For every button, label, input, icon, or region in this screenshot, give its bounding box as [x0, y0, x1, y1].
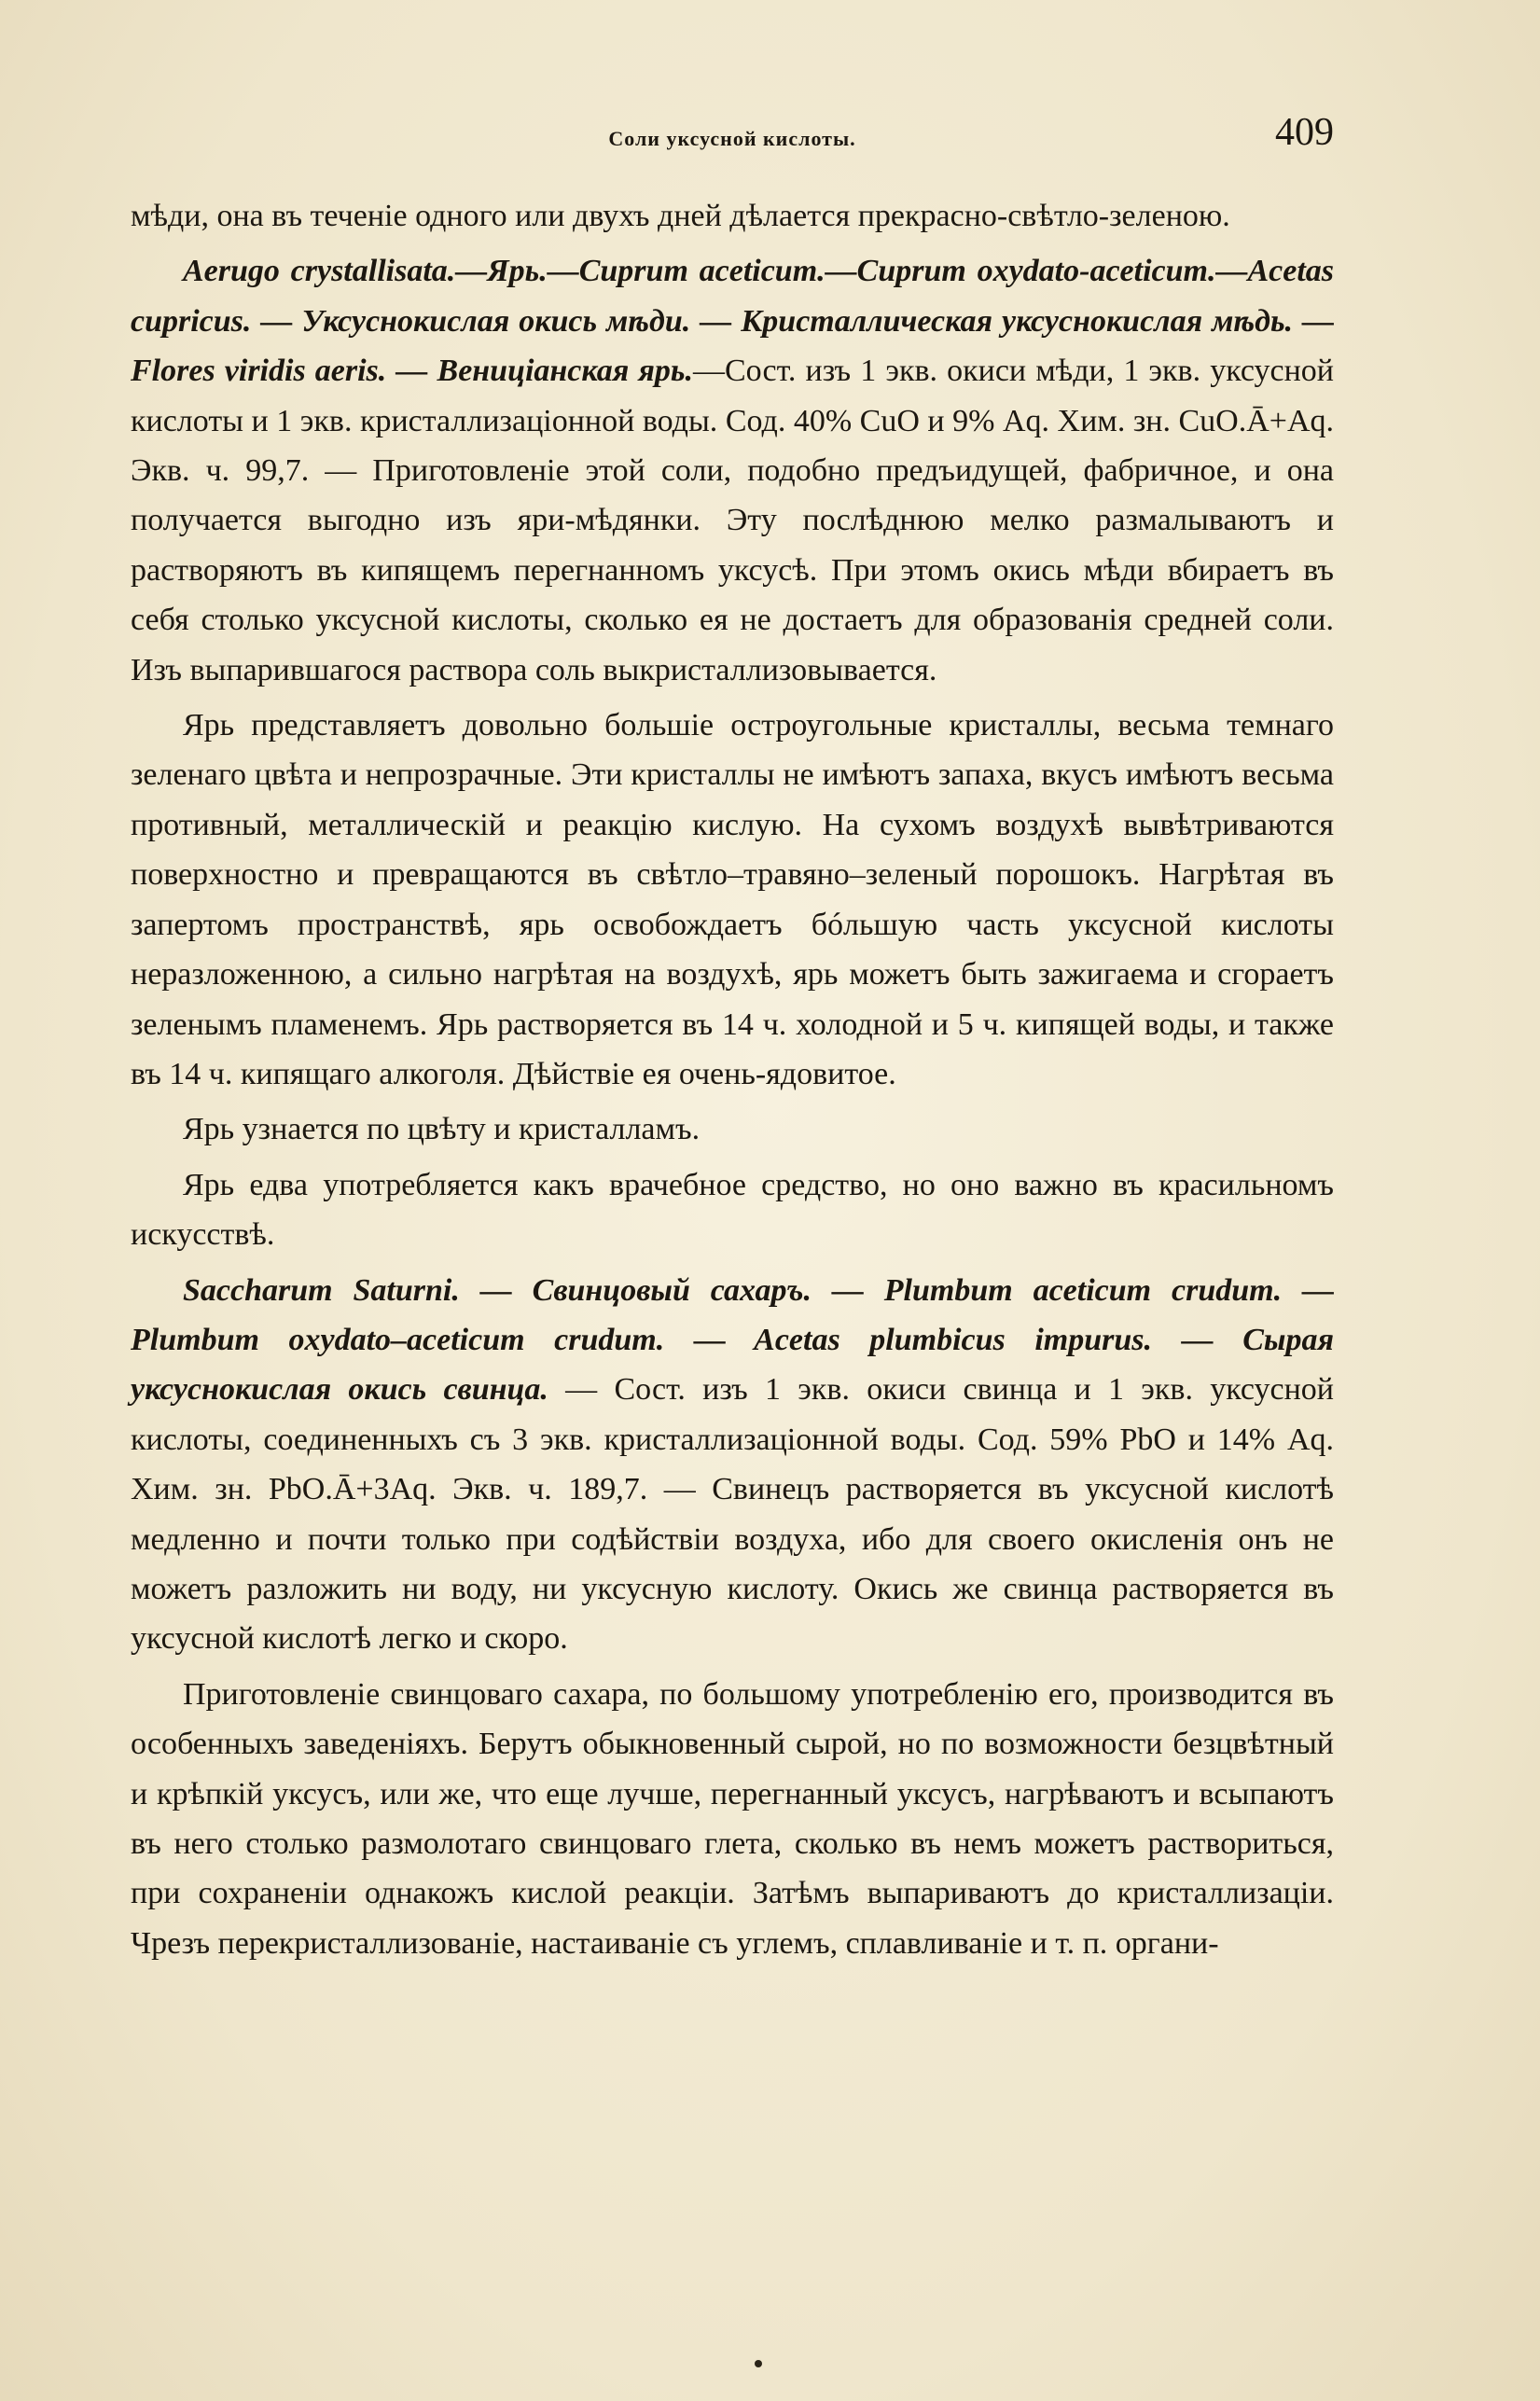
text-run: Ярь представляетъ довольно большіе остроугольные кристаллы, весьма темнаго зеленаго цвѣта и непрозрачные. Эти кристаллы не имѣютъ запаха, вкусъ имѣютъ весьма противный, металлическій и реакцію кислую. На сухомъ воздухѣ вывѣтриваются поверхностно и превращаются въ свѣтло–травяно–зеленый порошокъ. Нагрѣтая въ запертомъ пространствѣ, ярь освобождаетъ бóльшую часть уксусной кислоты неразложенною, а сильно нагрѣтая на воздухѣ, ярь можетъ быть зажигаема и сгораетъ зеленымъ пламенемъ. Ярь растворяется въ 14 ч. холодной и 5 ч. кипящей воды, и также въ 14 ч. кипящаго алкоголя. Дѣйствіе ея очень-ядовитое.	[131, 708, 1334, 1091]
body-text	[131, 191, 1334, 1974]
paragraph	[131, 1266, 1334, 1664]
italic-term: Saccharum Saturni. — Свинцовый сахаръ. — Plumbum aceticum crudum. — Plumbum oxydato–aceticum crudum. — Acetas plumbicus impurus. — Сырая уксуснокислая окись свинца.	[131, 1272, 1334, 1408]
text-run: мѣди, она въ теченіе одного или двухъ дней дѣлается прекрасно-свѣтло-зеленою.	[131, 199, 1230, 233]
paragraph	[131, 191, 1334, 241]
paragraph	[131, 1670, 1334, 1968]
ink-speck	[755, 2360, 762, 2367]
text-run: Приготовленіе свинцоваго сахара, по большому употребленію его, производится въ особенныхъ заведеніяхъ. Берутъ обыкновенный сырой, но по возможности безцвѣтный и крѣпкій уксусъ, или же, что еще лучше, перегнанный уксусъ, нагрѣваютъ и всыпаютъ въ него столько размолотаго свинцоваго глета, сколько въ немъ можетъ раствориться, при сохраненіи однакожъ кислой реакціи. Затѣмъ выпариваютъ до кристаллизаціи. Чрезъ перекристаллизованіе, настаиваніе съ углемъ, сплавливаніе и т. п. органи-	[131, 1676, 1334, 1961]
text-run: Ярь узнается по цвѣту и кристалламъ.	[183, 1112, 701, 1147]
paragraph	[131, 701, 1334, 1099]
page-number: 409	[1275, 111, 1334, 154]
text-run: —Сост. изъ 1 экв. окиси мѣди, 1 экв. уксусной кислоты и 1 экв. кристаллизаціонной воды. Сод. 40% CuO и 9% Aq. Хим. зн. CuO.Ā+Aq. Экв. ч. 99,7. — Приготовленіе этой соли, подобно предъидущей, фабричное, и она получается выгодно изъ яри-мѣдянки. Эту послѣднюю мелко размалываютъ и растворяютъ въ кипящемъ перегнанномъ уксусѣ. При этомъ окись мѣди вбираетъ въ себя столько уксусной кислоты, сколько ея не достаетъ для образованія средней соли. Изъ выпарившагося раствора соль выкристаллизовывается.	[131, 354, 1335, 687]
paragraph	[131, 1160, 1334, 1260]
page-header	[131, 110, 1334, 166]
text-run: Ярь едва употребляется какъ врачебное средство, но оно важно въ красильномъ искусствѣ.	[131, 1167, 1334, 1253]
paragraph	[131, 1104, 1334, 1154]
text-run: — Сост. изъ 1 экв. окиси свинца и 1 экв. уксусной кислоты, соединенныхъ съ 3 экв. кристаллизаціонной воды. Сод. 59% PbO и 14% Aq. Хим. зн. PbO.Ā+3Aq. Экв. ч. 189,7. — Свинецъ растворяется въ уксусной кислотѣ медленно и почти только при содѣйствіи воздуха, ибо для своего окисленія онъ не можетъ разложить ни воду, ни уксусную кислоту. Окись же свинца растворяется въ уксусной кислотѣ легко и скоро.	[131, 1372, 1335, 1657]
paragraph	[131, 246, 1334, 695]
italic-term: Aerugo crystallisata.—Ярь.—Cuprum aceticum.—Cuprum oxydato-aceticum.—Acetas cupricus. — Уксуснокислая окись мѣди. — Кристаллическая уксуснокислая мѣдь. — Flores viridis aeris. — Веницiанская ярь.	[131, 254, 1334, 389]
running-head: Соли уксусной кислоты.	[608, 127, 856, 150]
